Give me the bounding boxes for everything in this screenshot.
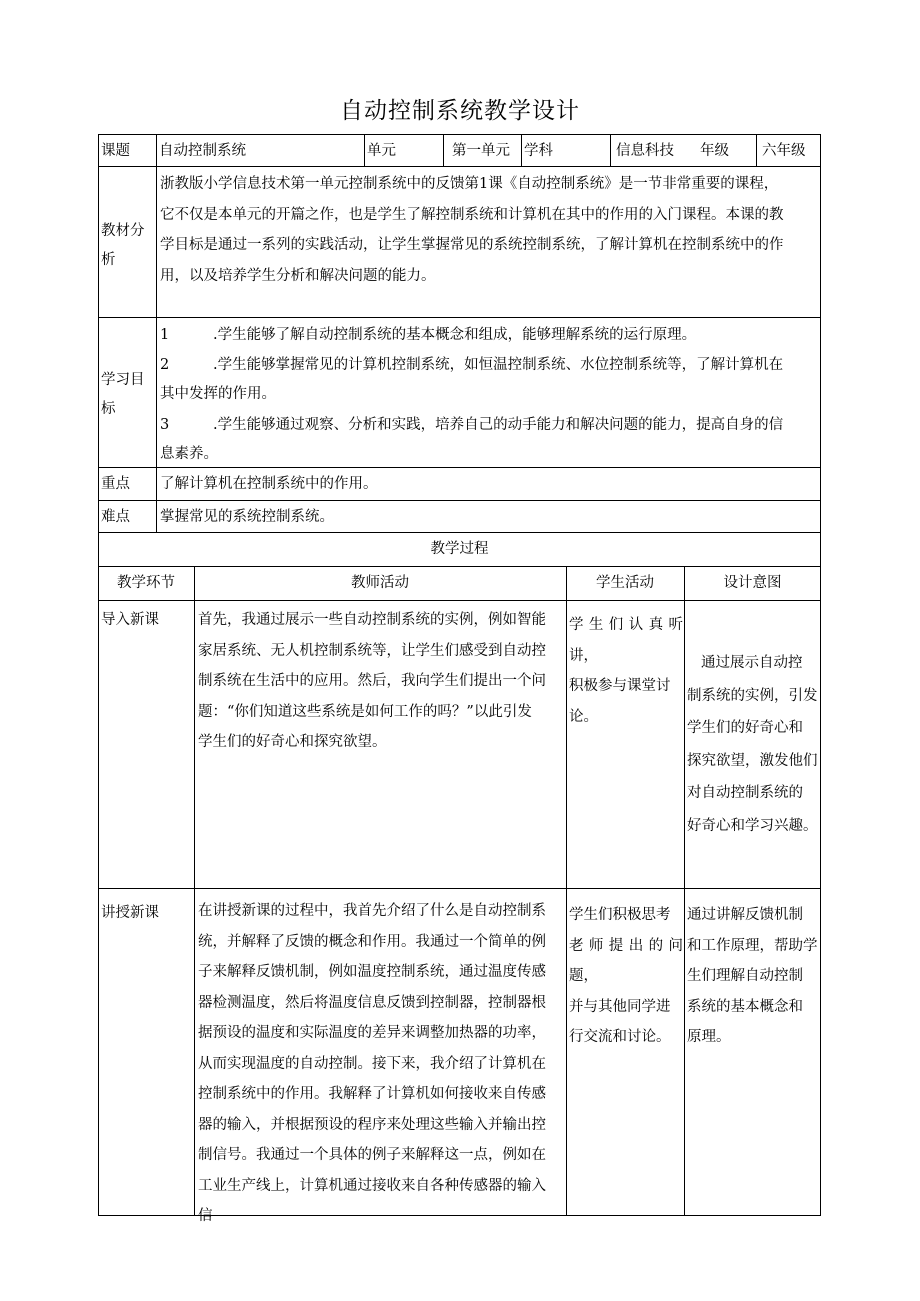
unit-value: 第一单元 [452, 143, 510, 159]
col-divider [756, 134, 757, 166]
text-line: 据预设的温度和实际温度的差异来调整加热器的功率， [198, 1025, 546, 1041]
material-label: 教材分 [101, 223, 145, 239]
unit-label: 单元 [367, 143, 396, 159]
grade-value: 六年级 [762, 143, 806, 159]
text-line: 制信号。我通过一个具体的例子来解释这一点，例如在 [198, 1147, 546, 1163]
col-divider [521, 134, 522, 166]
text-line: 统，并解释了反馈的概念和作用。我通过一个简单的例 [198, 933, 546, 950]
column-header: 教师活动 [351, 575, 409, 591]
col-divider [443, 134, 444, 166]
text-line: 学生们认真听讲， [569, 617, 683, 664]
subject-label: 学科 [524, 143, 553, 159]
text-line: 器的输入，并根据预设的程序来处理这些输入并输出控 [198, 1116, 546, 1133]
row-divider [98, 600, 821, 601]
text-line: 器检测温度，然后将温度信息反馈到控制器，控制器根 [198, 994, 546, 1011]
goal-number: 3 [160, 417, 170, 433]
text-line: 学生们的好奇心和 [687, 720, 803, 736]
stage-label: 导入新课 [101, 612, 159, 628]
text-line: 首先，我通过展示一些自动控制系统的实例，例如智能 [198, 612, 546, 628]
key-point-label: 重点 [101, 476, 130, 492]
text-line: 子来解释反馈机制，例如温度控制系统，通过温度传感 [198, 964, 546, 980]
column-header: 设计意图 [723, 575, 782, 591]
text-line: 行交流和讨论。 [569, 1029, 671, 1045]
text-line: 通过讲解反馈机制 [687, 907, 803, 923]
goal-text: 息素养。 [160, 446, 218, 462]
text-line: 家居系统、无人机控制系统等，让学生们感受到自动控 [198, 642, 546, 659]
teacher-activity [198, 896, 564, 1232]
goals-label: 学习目 [101, 372, 145, 388]
text-line: 学生们的好奇心和探究欲望。 [198, 734, 387, 750]
text-line: 对自动控制系统的 [687, 785, 803, 801]
difficulty-label: 难点 [101, 509, 130, 525]
col-divider [684, 566, 685, 1216]
row-divider [98, 317, 821, 318]
course-value: 自动控制系统 [159, 143, 246, 159]
text-line: 工业生产线上，计算机通过接收来自各种传感器的输入 [198, 1177, 546, 1194]
teacher-activity [198, 605, 564, 758]
design-intent [687, 647, 820, 842]
text-line: 好奇心和学习兴趣。 [687, 817, 818, 834]
key-point-value: 了解计算机在控制系统中的作用。 [160, 476, 378, 492]
col-divider [566, 566, 567, 1216]
text-line: 原理。 [687, 1029, 731, 1045]
text-line: 老师提出的问题， [569, 937, 683, 984]
col-divider [194, 566, 195, 1216]
material-line: 用，以及培养学生分析和解决问题的能力。 [160, 267, 436, 284]
column-header: 教学环节 [117, 575, 175, 591]
row-divider [98, 166, 821, 167]
text-line: 通过展示自动控 [701, 655, 803, 671]
text-line: 题：“你们知道这些系统是如何工作的吗？”以此引发 [198, 703, 532, 720]
goal-text: .学生能够了解自动控制系统的基本概念和组成，能够理解系统的运行原理。 [213, 327, 697, 343]
text-line: 制系统的实例，引发 [687, 687, 818, 704]
text-line: 从而实现温度的自动控制。接下来，我介绍了计算机在 [198, 1055, 546, 1072]
row-divider [98, 566, 821, 567]
col-divider [364, 134, 365, 166]
document-title: 自动控制系统教学设计 [340, 98, 580, 124]
text-line: 信 [198, 1208, 213, 1224]
material-text [160, 169, 820, 291]
material-line: 学目标是通过一系列的实践活动，让学生掌握常见的系统控制系统，了解计算机在控制系统中的作 [160, 237, 784, 253]
col-divider [610, 134, 611, 166]
course-label: 课题 [101, 143, 130, 159]
student-activity [569, 610, 683, 732]
material-line: 浙教版小学信息技术第一单元控制系统中的反馈第1课《自动控制系统》是一节非常重要的课程， [160, 176, 779, 192]
goal-text: .学生能够通过观察、分析和实践，培养自己的动手能力和解决问题的能力，提高自身的信 [213, 417, 784, 433]
text-line: 和工作原理，帮助学 [687, 937, 818, 954]
column-header: 学生活动 [596, 575, 654, 591]
text-line: 探究欲望，激发他们 [687, 752, 818, 769]
text-line: 在讲授新课的过程中，我首先介绍了什么是自动控制系 [198, 903, 546, 919]
text-line: 积极参与课堂讨 [569, 678, 671, 694]
student-activity [569, 900, 683, 1053]
grade-label: 年级 [700, 143, 729, 159]
text-line: 系统的基本概念和 [687, 998, 803, 1015]
goal-number: 2 [160, 357, 170, 373]
goal-number: 1 [160, 327, 170, 343]
row-divider [98, 888, 821, 889]
col-divider [156, 134, 157, 532]
stage-label: 讲授新课 [101, 905, 159, 921]
text-line: 学生们积极思考 [569, 907, 671, 923]
text-line: 并与其他同学进 [569, 998, 671, 1015]
design-intent [687, 900, 820, 1053]
difficulty-value: 掌握常见的系统控制系统。 [160, 509, 334, 525]
material-label: 析 [101, 252, 116, 268]
text-line: 制系统在生活中的应用。然后，我向学生们提出一个问 [198, 673, 546, 689]
text-line: 控制系统中的作用。我解释了计算机如何接收来自传感 [198, 1086, 546, 1102]
goal-text: .学生能够掌握常见的计算机控制系统，如恒温控制系统、水位控制系统等，了解计算机在 [213, 357, 784, 373]
goal-text: 其中发挥的作用。 [160, 386, 276, 402]
process-title: 教学过程 [430, 541, 489, 557]
row-divider [98, 500, 821, 501]
subject-value: 信息科技 [616, 143, 674, 159]
text-line: 生们理解自动控制 [687, 968, 803, 984]
goals-label: 标 [101, 401, 116, 417]
material-line: 它不仅是本单元的开篇之作，也是学生了解控制系统和计算机在其中的作用的入门课程。本课的教 [160, 206, 784, 223]
text-line: 论。 [569, 708, 598, 725]
row-divider [98, 532, 821, 533]
